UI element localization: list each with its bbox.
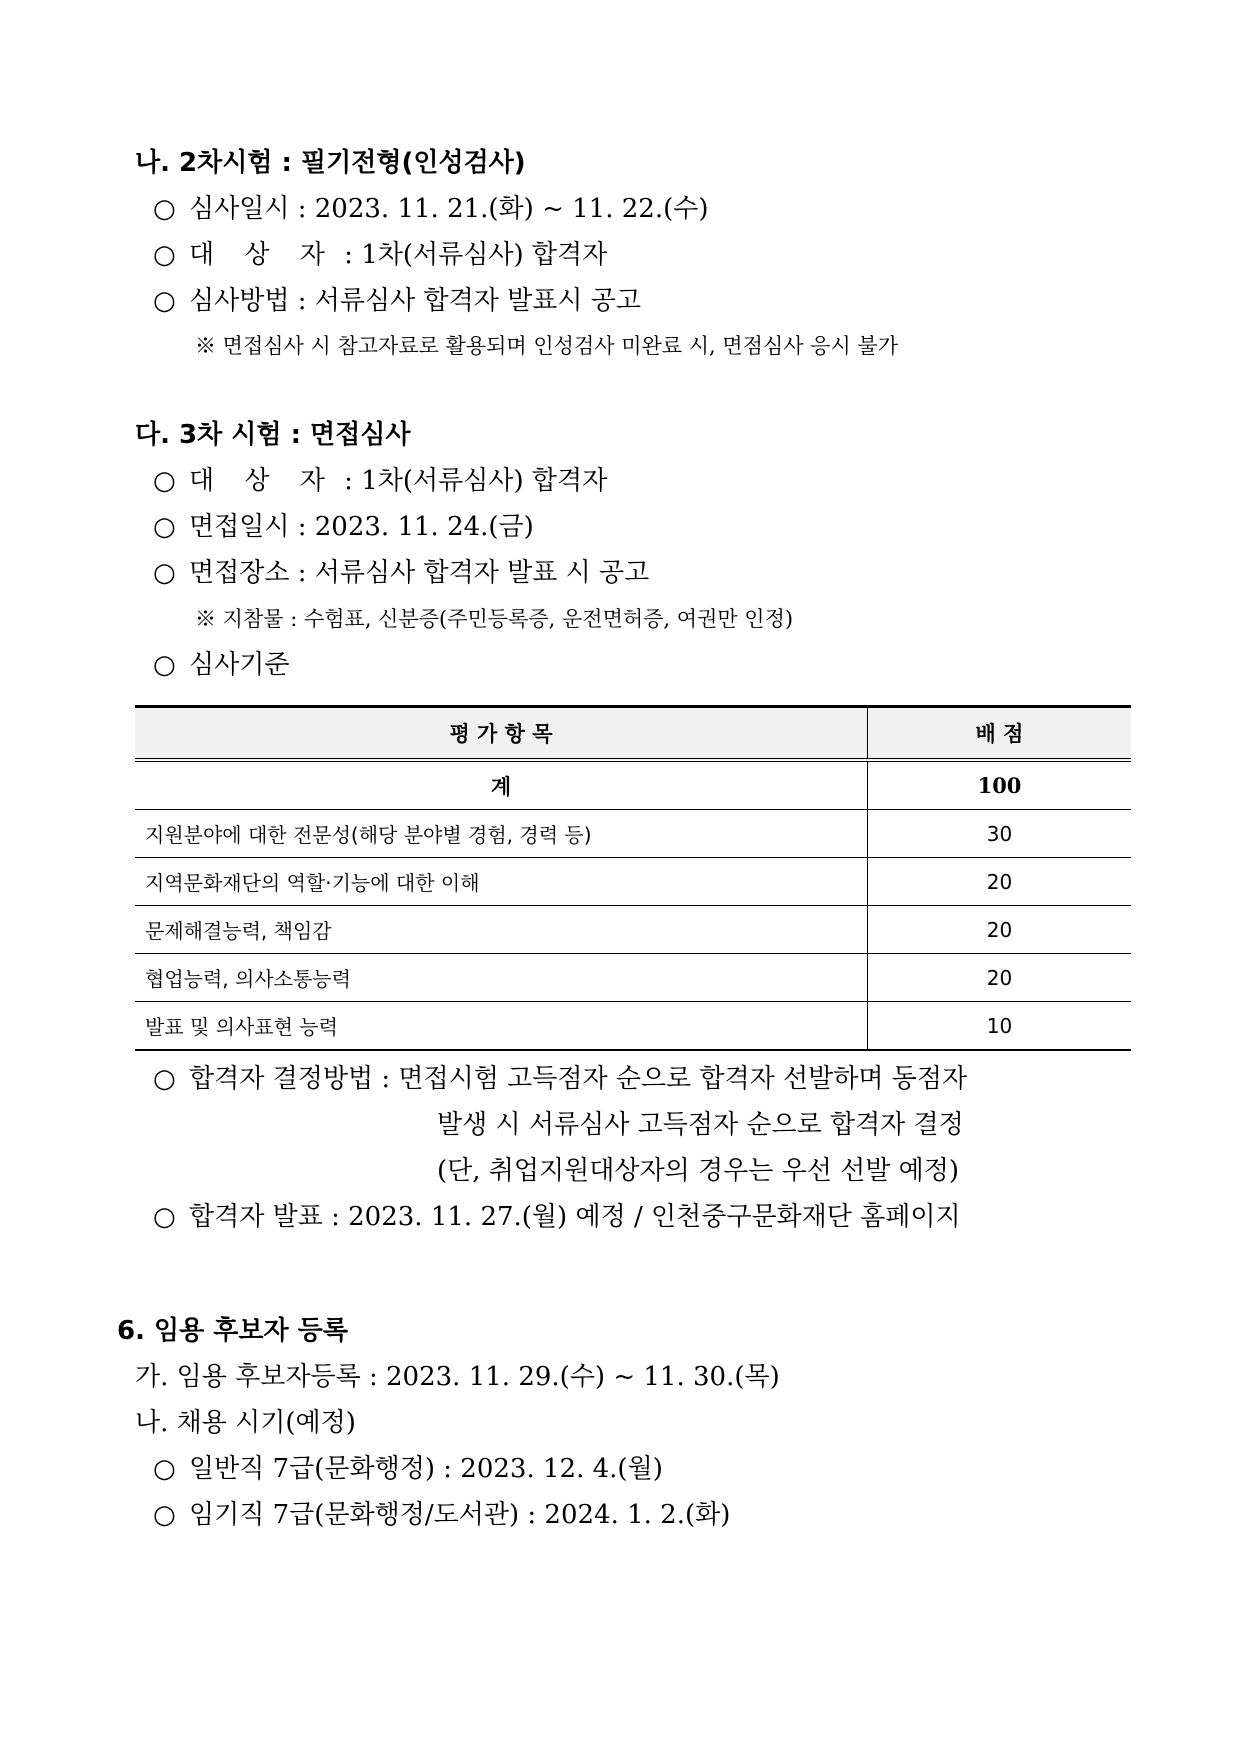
general-position-text: 일반직 7급(문화행정) : 2023. 12. 4.(월): [189, 1454, 663, 1484]
bullet-circle-icon: ○: [153, 286, 176, 316]
eval-item: 협업능력, 의사소통능력: [135, 954, 868, 1002]
note-text: ※ 면접심사 시 참고자료로 활용되며 인성검사 미완료 시, 면점심사 응시 불가: [195, 334, 899, 358]
bullet-circle-icon: ○: [153, 1202, 176, 1232]
eval-score: 20: [868, 906, 1132, 954]
interview-date-text: 면접일시 : 2023. 11. 24.(금): [189, 512, 534, 542]
bullet-circle-icon: ○: [153, 558, 176, 588]
eval-score: 10: [868, 1002, 1132, 1051]
bullet-item: [153, 1456, 663, 1482]
bullet-circle-icon: ○: [153, 1500, 176, 1530]
eval-item: 발표 및 의사표현 능력: [135, 1002, 868, 1051]
colon: :: [344, 240, 353, 270]
eval-item: 지역문화재단의 역할·기능에 대한 이해: [135, 858, 868, 906]
bullet-item: [153, 1502, 730, 1528]
bullet-circle-icon: ○: [153, 466, 176, 496]
table-row: [135, 858, 1131, 906]
section-heading-registration: 6. 임용 후보자 등록: [117, 1316, 348, 1346]
bullet-item: [153, 560, 649, 586]
eval-score: 20: [868, 954, 1132, 1002]
bullet-item: [153, 196, 709, 222]
exam-date-text: 심사일시 : 2023. 11. 21.(화) ~ 11. 22.(수): [189, 194, 709, 224]
total-label: 계: [135, 760, 868, 810]
colon: :: [344, 466, 353, 496]
table-total-row: [135, 760, 1131, 810]
table-row: [135, 1002, 1131, 1051]
announce-text: 합격자 발표 : 2023. 11. 27.(월) 예정 / 인천중구문화재단 홈페이지: [189, 1202, 961, 1232]
interview-place-text: 면접장소 : 서류심사 합격자 발표 시 공고: [189, 558, 650, 588]
registration-text: 가. 임용 후보자등록 : 2023. 11. 29.(수) ~ 11. 30.(목): [135, 1362, 780, 1392]
bullet-item: [153, 468, 607, 494]
bullet-circle-icon: ○: [153, 650, 176, 680]
section-heading-3rd-exam: 다. 3차 시험 : 면접심사: [135, 420, 411, 450]
decision-method-line1: 합격자 결정방법 : 면접시험 고득점자 순으로 합격자 선발하며 동점자: [189, 1064, 968, 1094]
table-row: [135, 810, 1131, 858]
evaluation-criteria-table: [135, 705, 1131, 1051]
bullet-circle-icon: ○: [153, 1454, 176, 1484]
section-heading-2nd-exam: 나. 2차시험 : 필기전형(인성검사): [135, 148, 526, 178]
criteria-label: 심사기준: [189, 650, 290, 680]
bullet-item: [153, 652, 289, 678]
table-row: [135, 954, 1131, 1002]
bullet-circle-icon: ○: [153, 194, 176, 224]
hiring-period-text: 나. 채용 시기(예정): [135, 1408, 356, 1438]
total-score: 100: [868, 760, 1132, 810]
table-row: [135, 906, 1131, 954]
header-eval-item: 평 가 항 목: [135, 707, 868, 761]
eval-item: 문제해결능력, 책임감: [135, 906, 868, 954]
exam-method-text: 심사방법 : 서류심사 합격자 발표시 공고: [189, 286, 641, 316]
target-value: 1차(서류심사) 합격자: [361, 466, 608, 496]
header-score: 배 점: [868, 707, 1132, 761]
eval-score: 20: [868, 858, 1132, 906]
bullet-item: [153, 242, 607, 268]
target-label: 대 상 자: [189, 240, 336, 270]
decision-method-line2: 발생 시 서류심사 고득점자 순으로 합격자 결정: [437, 1110, 964, 1140]
bullet-circle-icon: ○: [153, 240, 176, 270]
bullet-item: [153, 1204, 961, 1230]
fixed-term-position-text: 임기직 7급(문화행정/도서관) : 2024. 1. 2.(화): [189, 1500, 731, 1530]
bullet-item: [153, 514, 534, 540]
eval-score: 30: [868, 810, 1132, 858]
bullet-circle-icon: ○: [153, 1064, 176, 1094]
target-value: 1차(서류심사) 합격자: [361, 240, 608, 270]
decision-method-line3: (단, 취업지원대상자의 경우는 우선 선발 예정): [437, 1156, 959, 1186]
target-label: 대 상 자: [189, 466, 336, 496]
bullet-item: [153, 288, 641, 314]
note-text: ※ 지참물 : 수험표, 신분증(주민등록증, 운전면허증, 여권만 인정): [195, 607, 794, 631]
eval-item: 지원분야에 대한 전문성(해당 분야별 경험, 경력 등): [135, 810, 868, 858]
table-header-row: [135, 707, 1131, 761]
bullet-item: [153, 1066, 967, 1092]
bullet-circle-icon: ○: [153, 512, 176, 542]
